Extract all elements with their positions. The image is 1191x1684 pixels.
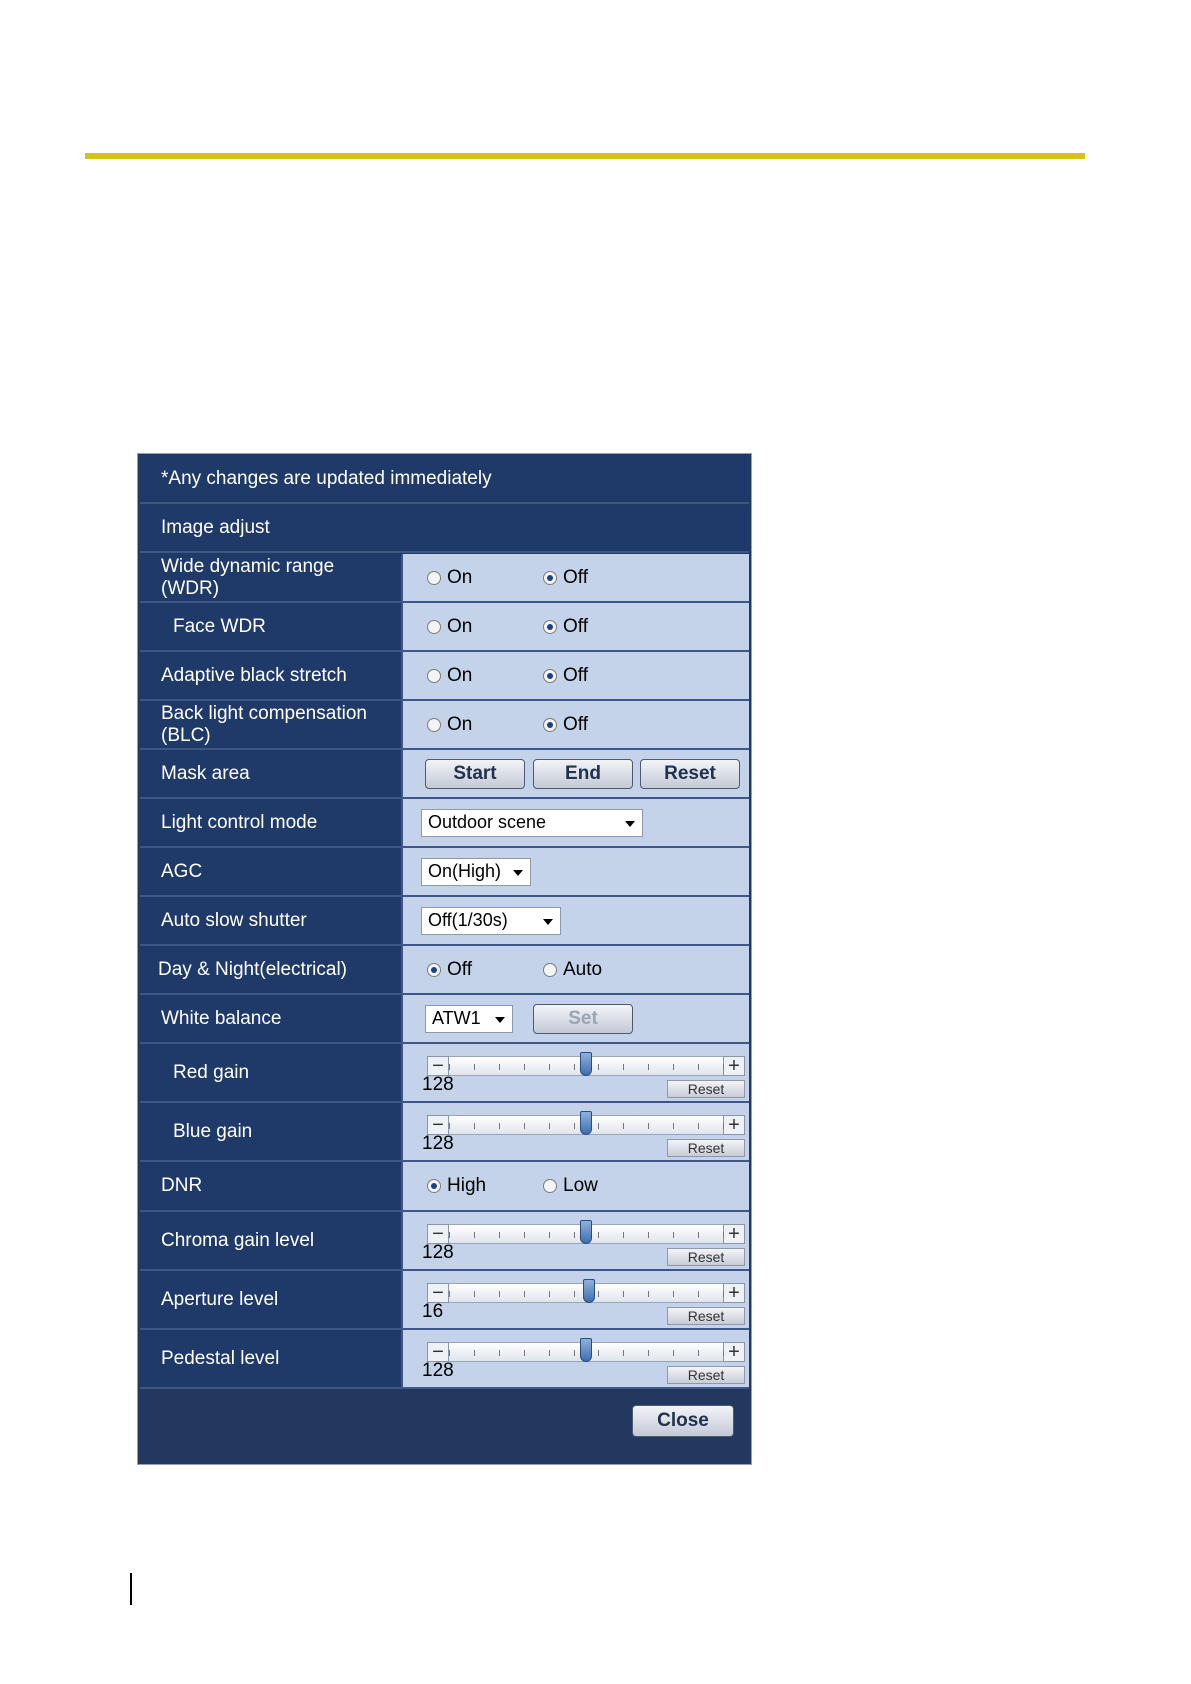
image-adjust-panel: [137, 453, 752, 1465]
slider-tick: [499, 1350, 500, 1356]
notice-row: [140, 456, 749, 504]
agc-control: [403, 848, 749, 895]
plus-icon[interactable]: +: [723, 1283, 745, 1303]
slider-tick: [549, 1232, 550, 1238]
slider-tick: [623, 1350, 624, 1356]
slider-tick: [524, 1350, 525, 1356]
slider-tick: [698, 1350, 699, 1356]
radio-icon[interactable]: [427, 718, 441, 732]
chroma-reset-button[interactable]: Reset: [667, 1248, 745, 1266]
slider-tick: [499, 1291, 500, 1297]
slider-tick: [673, 1064, 674, 1070]
shutter-row: [140, 897, 749, 946]
daynight-off-label: Off: [447, 958, 472, 980]
pedestal-value: 128: [422, 1360, 454, 1381]
slider-tick: [549, 1350, 550, 1356]
slider-tick: [449, 1123, 450, 1129]
slider-tick: [598, 1232, 599, 1238]
page-header-rule: [85, 153, 1085, 159]
blc-label-line1: Back light compensation: [161, 702, 367, 724]
shutter-control: [403, 897, 749, 944]
page-margin-bar: [130, 1573, 132, 1605]
mask-end-button[interactable]: End: [533, 759, 633, 789]
slider-tick: [574, 1291, 575, 1297]
slider-tick: [524, 1123, 525, 1129]
shutter-label: Auto slow shutter: [140, 897, 403, 944]
pedestal-slider-thumb[interactable]: [580, 1338, 592, 1362]
slider-tick: [698, 1064, 699, 1070]
dnr-row: [140, 1162, 749, 1212]
slider-tick: [698, 1123, 699, 1129]
face-wdr-label: Face WDR: [140, 603, 403, 650]
blc-label-line2: (BLC): [161, 724, 211, 746]
blc-row: [140, 701, 749, 750]
light-control-select[interactable]: [421, 809, 643, 837]
slider-tick: [574, 1123, 575, 1129]
slider-tick: [698, 1232, 699, 1238]
light-row: [140, 799, 749, 848]
dnr-high-label: High: [447, 1175, 487, 1196]
blue-gain-control: [403, 1103, 749, 1160]
panel-footer: [140, 1399, 749, 1462]
slider-tick: [474, 1350, 475, 1356]
chroma-control: [403, 1212, 749, 1269]
slider-tick: [673, 1350, 674, 1356]
abs-on-label: On: [447, 664, 473, 686]
minus-icon[interactable]: −: [427, 1283, 449, 1303]
blue-gain-reset-button[interactable]: Reset: [667, 1139, 745, 1157]
blc-off-label: Off: [563, 713, 588, 735]
slider-tick: [623, 1064, 624, 1070]
slider-tick: [449, 1064, 450, 1070]
wdr-off-label: Off: [563, 566, 588, 588]
radio-icon[interactable]: [427, 669, 441, 683]
wdr-label-line2: (WDR): [161, 577, 220, 599]
blc-on-label: On: [447, 713, 473, 735]
dnr-control: [403, 1162, 749, 1210]
blue-gain-value: 128: [422, 1133, 454, 1154]
mask-label: Mask area: [140, 750, 403, 797]
slider-tick: [474, 1291, 475, 1297]
slider-tick: [648, 1232, 649, 1238]
slider-tick: [549, 1291, 550, 1297]
face-wdr-control: [403, 603, 749, 650]
dnr-low-label: Low: [563, 1175, 598, 1196]
slider-tick: [673, 1123, 674, 1129]
slider-tick: [648, 1123, 649, 1129]
red-gain-row: [140, 1044, 749, 1103]
slider-tick: [623, 1291, 624, 1297]
radio-selected-icon[interactable]: [427, 1179, 441, 1193]
agc-row: [140, 848, 749, 897]
slider-tick: [723, 1232, 724, 1238]
chroma-value: 128: [422, 1242, 454, 1263]
shutter-value: Off(1/30s): [428, 910, 508, 930]
blc-on-option[interactable]: [427, 714, 472, 736]
wdr-label-line1: Wide dynamic range: [161, 555, 335, 577]
wdr-off-option[interactable]: [543, 567, 588, 589]
face-wdr-row: [140, 603, 749, 652]
slider-tick: [449, 1291, 450, 1297]
red-gain-reset-button[interactable]: Reset: [667, 1080, 745, 1098]
radio-icon[interactable]: [427, 620, 441, 634]
radio-selected-icon[interactable]: [543, 620, 557, 634]
agc-value: On(High): [428, 861, 502, 881]
abs-on-option[interactable]: [427, 665, 472, 687]
red-gain-control: [403, 1044, 749, 1101]
wb-label: White balance: [140, 995, 403, 1042]
slider-tick: [524, 1064, 525, 1070]
wdr-on-label: On: [447, 566, 473, 588]
slider-tick: [474, 1232, 475, 1238]
wb-select[interactable]: [425, 1005, 513, 1033]
wdr-control: [403, 554, 749, 601]
daynight-control: [403, 946, 749, 993]
abs-off-option[interactable]: [543, 665, 588, 687]
daynight-label: Day & Night(electrical): [140, 946, 403, 993]
slider-tick: [648, 1064, 649, 1070]
pedestal-label: Pedestal level: [140, 1330, 403, 1387]
slider-tick: [474, 1064, 475, 1070]
dnr-high-option[interactable]: [427, 1175, 486, 1197]
slider-tick: [474, 1123, 475, 1129]
notice-text: *Any changes are updated immediately: [161, 468, 492, 489]
chroma-row: [140, 1212, 749, 1271]
slider-tick: [524, 1232, 525, 1238]
wb-row: [140, 995, 749, 1044]
pedestal-control: [403, 1330, 749, 1387]
minus-icon[interactable]: −: [427, 1224, 449, 1244]
shutter-select[interactable]: [421, 907, 561, 935]
blc-control: [403, 701, 749, 748]
daynight-auto-option[interactable]: [543, 959, 602, 981]
blc-label: [140, 701, 403, 748]
slider-tick: [449, 1350, 450, 1356]
minus-icon[interactable]: −: [427, 1342, 449, 1362]
dropdown-caret-icon: [625, 821, 635, 827]
light-control-value: Outdoor scene: [428, 812, 547, 832]
light-control: [403, 799, 749, 846]
aperture-reset-button[interactable]: Reset: [667, 1307, 745, 1325]
plus-icon[interactable]: +: [723, 1224, 745, 1244]
dropdown-caret-icon: [513, 870, 523, 876]
agc-select[interactable]: [421, 858, 531, 886]
slider-tick: [673, 1291, 674, 1297]
slider-tick: [598, 1123, 599, 1129]
slider-tick: [623, 1232, 624, 1238]
blue-gain-label: Blue gain: [140, 1103, 403, 1160]
slider-tick: [598, 1350, 599, 1356]
light-label: Light control mode: [140, 799, 403, 846]
mask-row: [140, 750, 749, 799]
radio-icon[interactable]: [543, 1179, 557, 1193]
pedestal-reset-button[interactable]: Reset: [667, 1366, 745, 1384]
wdr-label: [140, 554, 403, 601]
slider-tick: [499, 1064, 500, 1070]
slider-tick: [598, 1064, 599, 1070]
slider-tick: [549, 1064, 550, 1070]
abs-label: Adaptive black stretch: [140, 652, 403, 699]
slider-tick: [723, 1291, 724, 1297]
blue-gain-slider-thumb[interactable]: [580, 1111, 592, 1135]
daynight-auto-label: Auto: [563, 958, 603, 980]
dnr-label: DNR: [140, 1162, 403, 1210]
radio-selected-icon[interactable]: [543, 718, 557, 732]
slider-tick: [723, 1350, 724, 1356]
agc-label: AGC: [140, 848, 403, 895]
slider-tick: [574, 1064, 575, 1070]
mask-reset-button[interactable]: Reset: [640, 759, 740, 789]
mask-start-button[interactable]: Start: [425, 759, 525, 789]
plus-icon[interactable]: +: [723, 1342, 745, 1362]
minus-icon[interactable]: −: [427, 1056, 449, 1076]
mask-control: [403, 750, 749, 797]
red-gain-label: Red gain: [140, 1044, 403, 1101]
close-button[interactable]: Close: [632, 1405, 734, 1437]
face-wdr-on-label: On: [447, 615, 473, 637]
aperture-value: 16: [422, 1301, 444, 1322]
slider-tick: [698, 1291, 699, 1297]
aperture-slider-thumb[interactable]: [583, 1279, 595, 1303]
wb-control: [403, 995, 749, 1042]
radio-selected-icon[interactable]: [543, 669, 557, 683]
slider-tick: [549, 1123, 550, 1129]
slider-tick: [449, 1232, 450, 1238]
daynight-off-option[interactable]: [427, 959, 472, 981]
minus-icon[interactable]: −: [427, 1115, 449, 1135]
wdr-row: [140, 554, 749, 603]
blc-off-option[interactable]: [543, 714, 588, 736]
abs-off-label: Off: [563, 664, 588, 686]
aperture-label: Aperture level: [140, 1271, 403, 1328]
wb-set-button[interactable]: Set: [533, 1004, 633, 1034]
chroma-label: Chroma gain level: [140, 1212, 403, 1269]
slider-tick: [574, 1232, 575, 1238]
red-gain-value: 128: [422, 1074, 454, 1095]
slider-tick: [499, 1232, 500, 1238]
slider-tick: [723, 1123, 724, 1129]
radio-selected-icon[interactable]: [543, 571, 557, 585]
abs-row: [140, 652, 749, 701]
face-wdr-on-option[interactable]: [427, 616, 472, 638]
radio-icon[interactable]: [427, 571, 441, 585]
wb-value: ATW1: [432, 1008, 481, 1028]
slider-tick: [648, 1350, 649, 1356]
blue-gain-row: [140, 1103, 749, 1162]
aperture-row: [140, 1271, 749, 1330]
slider-tick: [723, 1064, 724, 1070]
daynight-row: [140, 946, 749, 995]
red-gain-slider-thumb[interactable]: [580, 1052, 592, 1076]
slider-tick: [673, 1232, 674, 1238]
abs-control: [403, 652, 749, 699]
aperture-control: [403, 1271, 749, 1328]
pedestal-row: [140, 1330, 749, 1389]
chroma-slider-thumb[interactable]: [580, 1220, 592, 1244]
slider-tick: [524, 1291, 525, 1297]
slider-tick: [598, 1291, 599, 1297]
slider-tick: [648, 1291, 649, 1297]
plus-icon[interactable]: +: [723, 1115, 745, 1135]
radio-icon[interactable]: [543, 963, 557, 977]
section-title-row: [140, 505, 749, 553]
slider-tick: [623, 1123, 624, 1129]
dropdown-caret-icon: [543, 919, 553, 925]
dnr-low-option[interactable]: [543, 1175, 598, 1197]
wdr-on-option[interactable]: [427, 567, 472, 589]
slider-tick: [499, 1123, 500, 1129]
radio-selected-icon[interactable]: [427, 963, 441, 977]
section-title: Image adjust: [161, 517, 270, 538]
plus-icon[interactable]: +: [723, 1056, 745, 1076]
dropdown-caret-icon: [495, 1017, 505, 1023]
slider-tick: [574, 1350, 575, 1356]
face-wdr-off-label: Off: [563, 615, 588, 637]
face-wdr-off-option[interactable]: [543, 616, 588, 638]
